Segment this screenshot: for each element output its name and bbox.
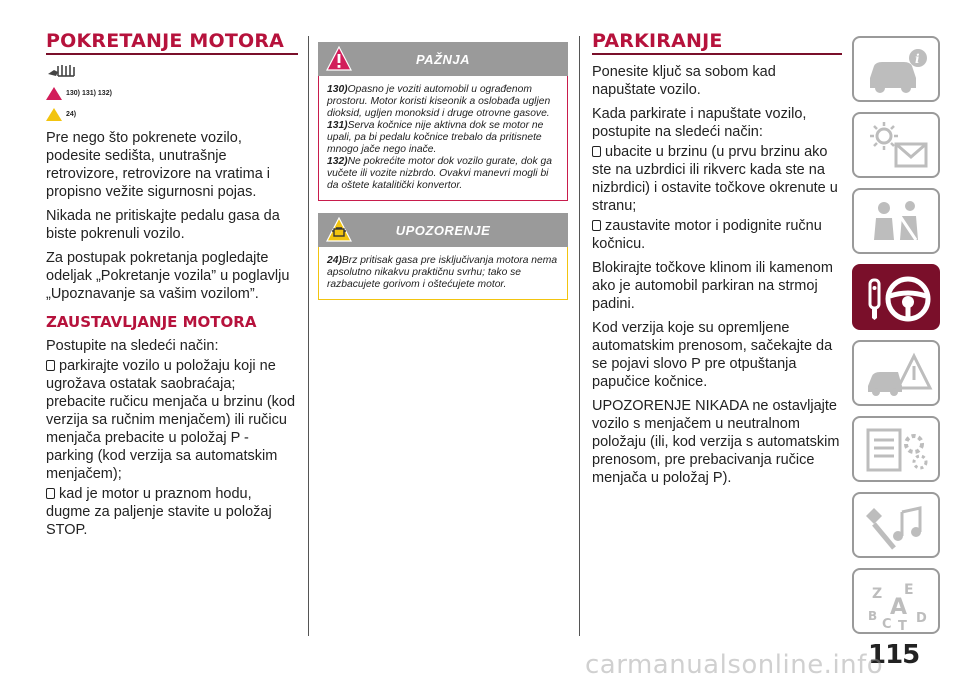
paragraph: Nikada ne pritiskajte pedalu gasa da biste pokrenuli vozilo. <box>46 208 280 242</box>
caution-note: 24)Brz pritisak gasa pre isključivanja motora nema apsolutno nikakvu praktičnu svrhu; tako se razbacujete gorivom i oštećujete motor. <box>327 255 558 290</box>
bullet-icon <box>592 146 601 157</box>
section-subtitle-stopping: ZAUSTAVLJANJE MOTORA <box>46 313 257 331</box>
starting-driving-icon <box>854 266 940 330</box>
tab-maintenance[interactable] <box>852 416 940 482</box>
tab-starting-driving[interactable] <box>852 264 940 330</box>
paragraph: Blokirajte točkove klinom ili kamenom ako je automobil parkiran na strmoj padini. <box>592 260 833 312</box>
right-column <box>592 32 842 487</box>
title-rule <box>46 53 298 55</box>
bullet-item: parkirajte vozilo u položaju koji ne ugrožava ostatak saobraćaja; prebacite ručicu menjača u brzinu (kod verzija sa ručnim menjačem) ili ručicu menjača prebacite u položaj P - parking (kod verzija sa automatskim menjačem); <box>46 358 296 482</box>
safety-icon <box>854 190 940 254</box>
warning-box-header <box>318 42 568 76</box>
svg-text:C: C <box>882 617 892 632</box>
title-rule <box>592 53 842 55</box>
column-divider <box>308 36 309 636</box>
caution-box-header <box>318 213 568 247</box>
dashboard-lights-icon <box>854 114 940 178</box>
maintenance-icon <box>854 418 940 482</box>
tab-technical-data[interactable] <box>852 492 940 558</box>
tab-multimedia[interactable] <box>852 568 940 634</box>
multimedia-icon <box>854 570 940 634</box>
middle-column <box>318 42 568 300</box>
svg-text:A: A <box>890 595 908 620</box>
page-number: 115 <box>868 640 920 670</box>
bullet-item: zaustavite motor i podignite ručnu kočnicu. <box>592 218 822 252</box>
paragraph: Postupite na sledeći način: <box>46 338 219 354</box>
warning-box-body <box>318 76 568 201</box>
caution-reference: 24) <box>46 108 298 121</box>
paragraph: Kod verzija koje su opremljene automatskim prenosom, sačekajte da se pojavi slovo P pre otpuštanja papučice kočnice. <box>592 320 833 390</box>
bullet-icon <box>46 360 55 371</box>
paragraph: Pre nego što pokrenete vozilo, podesite sedišta, unutrašnje retrovizore, retrovizore na vratima i propisno vežite sigurnosni pojas. <box>46 130 271 200</box>
svg-text:E: E <box>904 582 914 598</box>
warning-title: PAŽNJA <box>415 52 471 67</box>
watermark: carmanualsonline.info <box>585 650 884 678</box>
paragraph: Za postupak pokretanja pogledajte odeljak „Pokretanje vozila” u poglavlju „Upoznavanje sa vašim vozilom”. <box>46 250 290 302</box>
caution-box-body <box>318 247 568 300</box>
svg-text:D: D <box>916 611 927 626</box>
technical-data-icon <box>854 494 940 558</box>
paragraph: Ponesite ključ sa sobom kad napuštate vozilo. <box>592 64 776 98</box>
svg-text:i: i <box>915 52 920 66</box>
column-divider <box>579 36 580 636</box>
manual-reference-icon <box>46 61 298 79</box>
chapter-tabs <box>852 36 940 644</box>
tab-emergency[interactable] <box>852 340 940 406</box>
warning-triangle-icon <box>46 87 62 100</box>
bullet-icon <box>592 220 601 231</box>
caution-triangle-icon <box>46 108 62 121</box>
paragraph: Kada parkirate i napuštate vozilo, postupite na sledeći način: <box>592 106 807 140</box>
emergency-icon <box>854 342 940 406</box>
paragraph: UPOZORENJE NIKADA ne ostavljajte vozilo s menjačem u neutralnom položaju (ili, kod verzija s automatskim prenosom, pre prebacivanja ručice menjača u položaj P). <box>592 398 840 486</box>
tab-dashboard-lights[interactable] <box>852 112 940 178</box>
warning-note: 132)Ne pokrećite motor dok vozilo gurate, dok ga vučete ili vozite nizbrdo. Ovakvi manevri mogli bi da oštete katalitički konvertor. <box>327 156 552 191</box>
car-info-icon <box>854 38 940 102</box>
tab-safety[interactable] <box>852 188 940 254</box>
caution-title: UPOZORENJE <box>395 223 491 238</box>
section-title-parking: PARKIRANJE <box>592 30 723 52</box>
tab-car-info[interactable] <box>852 36 940 102</box>
bullet-item: kad je motor u praznom hodu, dugme za paljenje stavite u položaj STOP. <box>46 486 272 538</box>
warning-note: 131)Serva kočnice nije aktivna dok se motor ne upali, pa bi pedalu kočnice trebalo da pritisnete mnogo jače nego inače. <box>327 120 544 155</box>
warning-note: 130)Opasno je voziti automobil u ograđenom prostoru. Motor koristi kiseonik a oslobađa ugljen dioksid, ugljen monoksid i druge otrovne gasove. <box>327 84 551 119</box>
svg-text:B: B <box>868 609 878 623</box>
bullet-icon <box>46 488 55 499</box>
left-column <box>46 32 298 539</box>
svg-text:T: T <box>898 619 907 634</box>
bullet-item: ubacite u brzinu (u prvu brzinu ako ste na uzbrdici ili rikverc kada ste na nizbrdici) i ostavite točkove okrenute u stranu; <box>592 144 838 214</box>
warning-reference: 130) 131) 132) <box>46 87 298 100</box>
section-title-starting: POKRETANJE MOTORA <box>46 30 285 52</box>
svg-text:Z: Z <box>872 586 883 602</box>
